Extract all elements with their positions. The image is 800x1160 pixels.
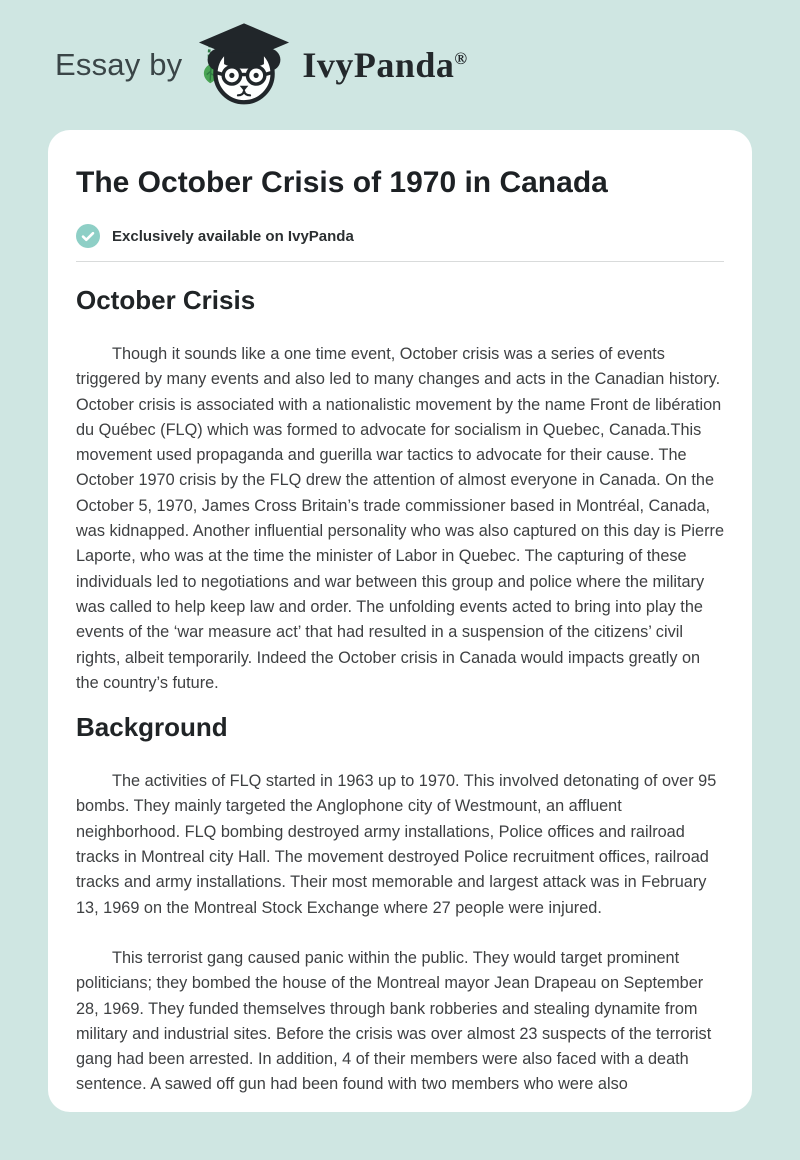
essay-by-label: Essay by <box>55 47 183 82</box>
check-icon <box>76 224 100 248</box>
availability-label: Exclusively available on IvyPanda <box>112 227 354 245</box>
availability-row <box>76 224 724 248</box>
section-heading-october-crisis: October Crisis <box>76 285 256 315</box>
paragraph: This terrorist gang caused panic within the public. They would target prominent politicians; they bombed the house of the Montreal mayor Jean Drapeau on September 28, 1969. They funded themselves through bank robberies and stealing dynamite from military and industrial sites. Before the crisis was over almost 23 suspects of the terrorist gang had been arrested. In addition, 4 of their members were also faced with a death sentence. A sawed off gun had been found with two members who were also <box>76 948 712 1094</box>
brand-wordmark <box>302 44 467 86</box>
section-heading-background: Background <box>76 712 228 743</box>
paragraph: The activities of FLQ started in 1963 up to 1970. This involved detonating of over 95 bombs. They mainly targeted the Anglophone city of Westmount, an affluent neighborhood. FLQ bombing destroyed army installations, Police offices and railroad tracks in Montreal city Hall. The movement destroyed Police recruitment offices, railroad tracks and army installations. Their most memorable and largest attack was in February 13, 1969 on the Montreal Stock Exchange where 27 people were injured. <box>76 772 717 917</box>
site-header <box>0 0 800 130</box>
divider <box>76 261 724 262</box>
essay-card <box>48 130 752 1112</box>
ivypanda-logo-icon <box>192 21 296 109</box>
essay-title: The October Crisis of 1970 in Canada <box>76 166 608 199</box>
registered-mark: ® <box>454 49 468 68</box>
brand-name: IvyPanda <box>302 45 455 85</box>
paragraph: Though it sounds like a one time event, October crisis was a series of events triggered by many events and also led to many changes and acts in the Canadian history. October crisis is associated with a nationalistic movement by the name Front de libération du Québec (FLQ) which was formed to advocate for socialism in Quebec, Canada.This movement used propaganda and guerilla war tactics to advocate for their cause. The October 1970 crisis by the FLQ drew the attention of almost everyone in Canada. On the October 5, 1970, James Cross Britain’s trade commissioner based in Montréal, Canada, was kidnapped. Another influential personality who was also captured on this day is Pierre Laporte, who was at the time the minister of Labor in Quebec. The capturing of these individuals led to negotiations and war between this group and police where the military was called to help keep law and order. The unfolding events acted to bring into play the events of the ‘war measure act’ that had resulted in a suspension of the citizens’ civil rights, albeit temporarily. Indeed the October crisis in Canada would impacts greatly on the country’s future. <box>76 345 725 692</box>
